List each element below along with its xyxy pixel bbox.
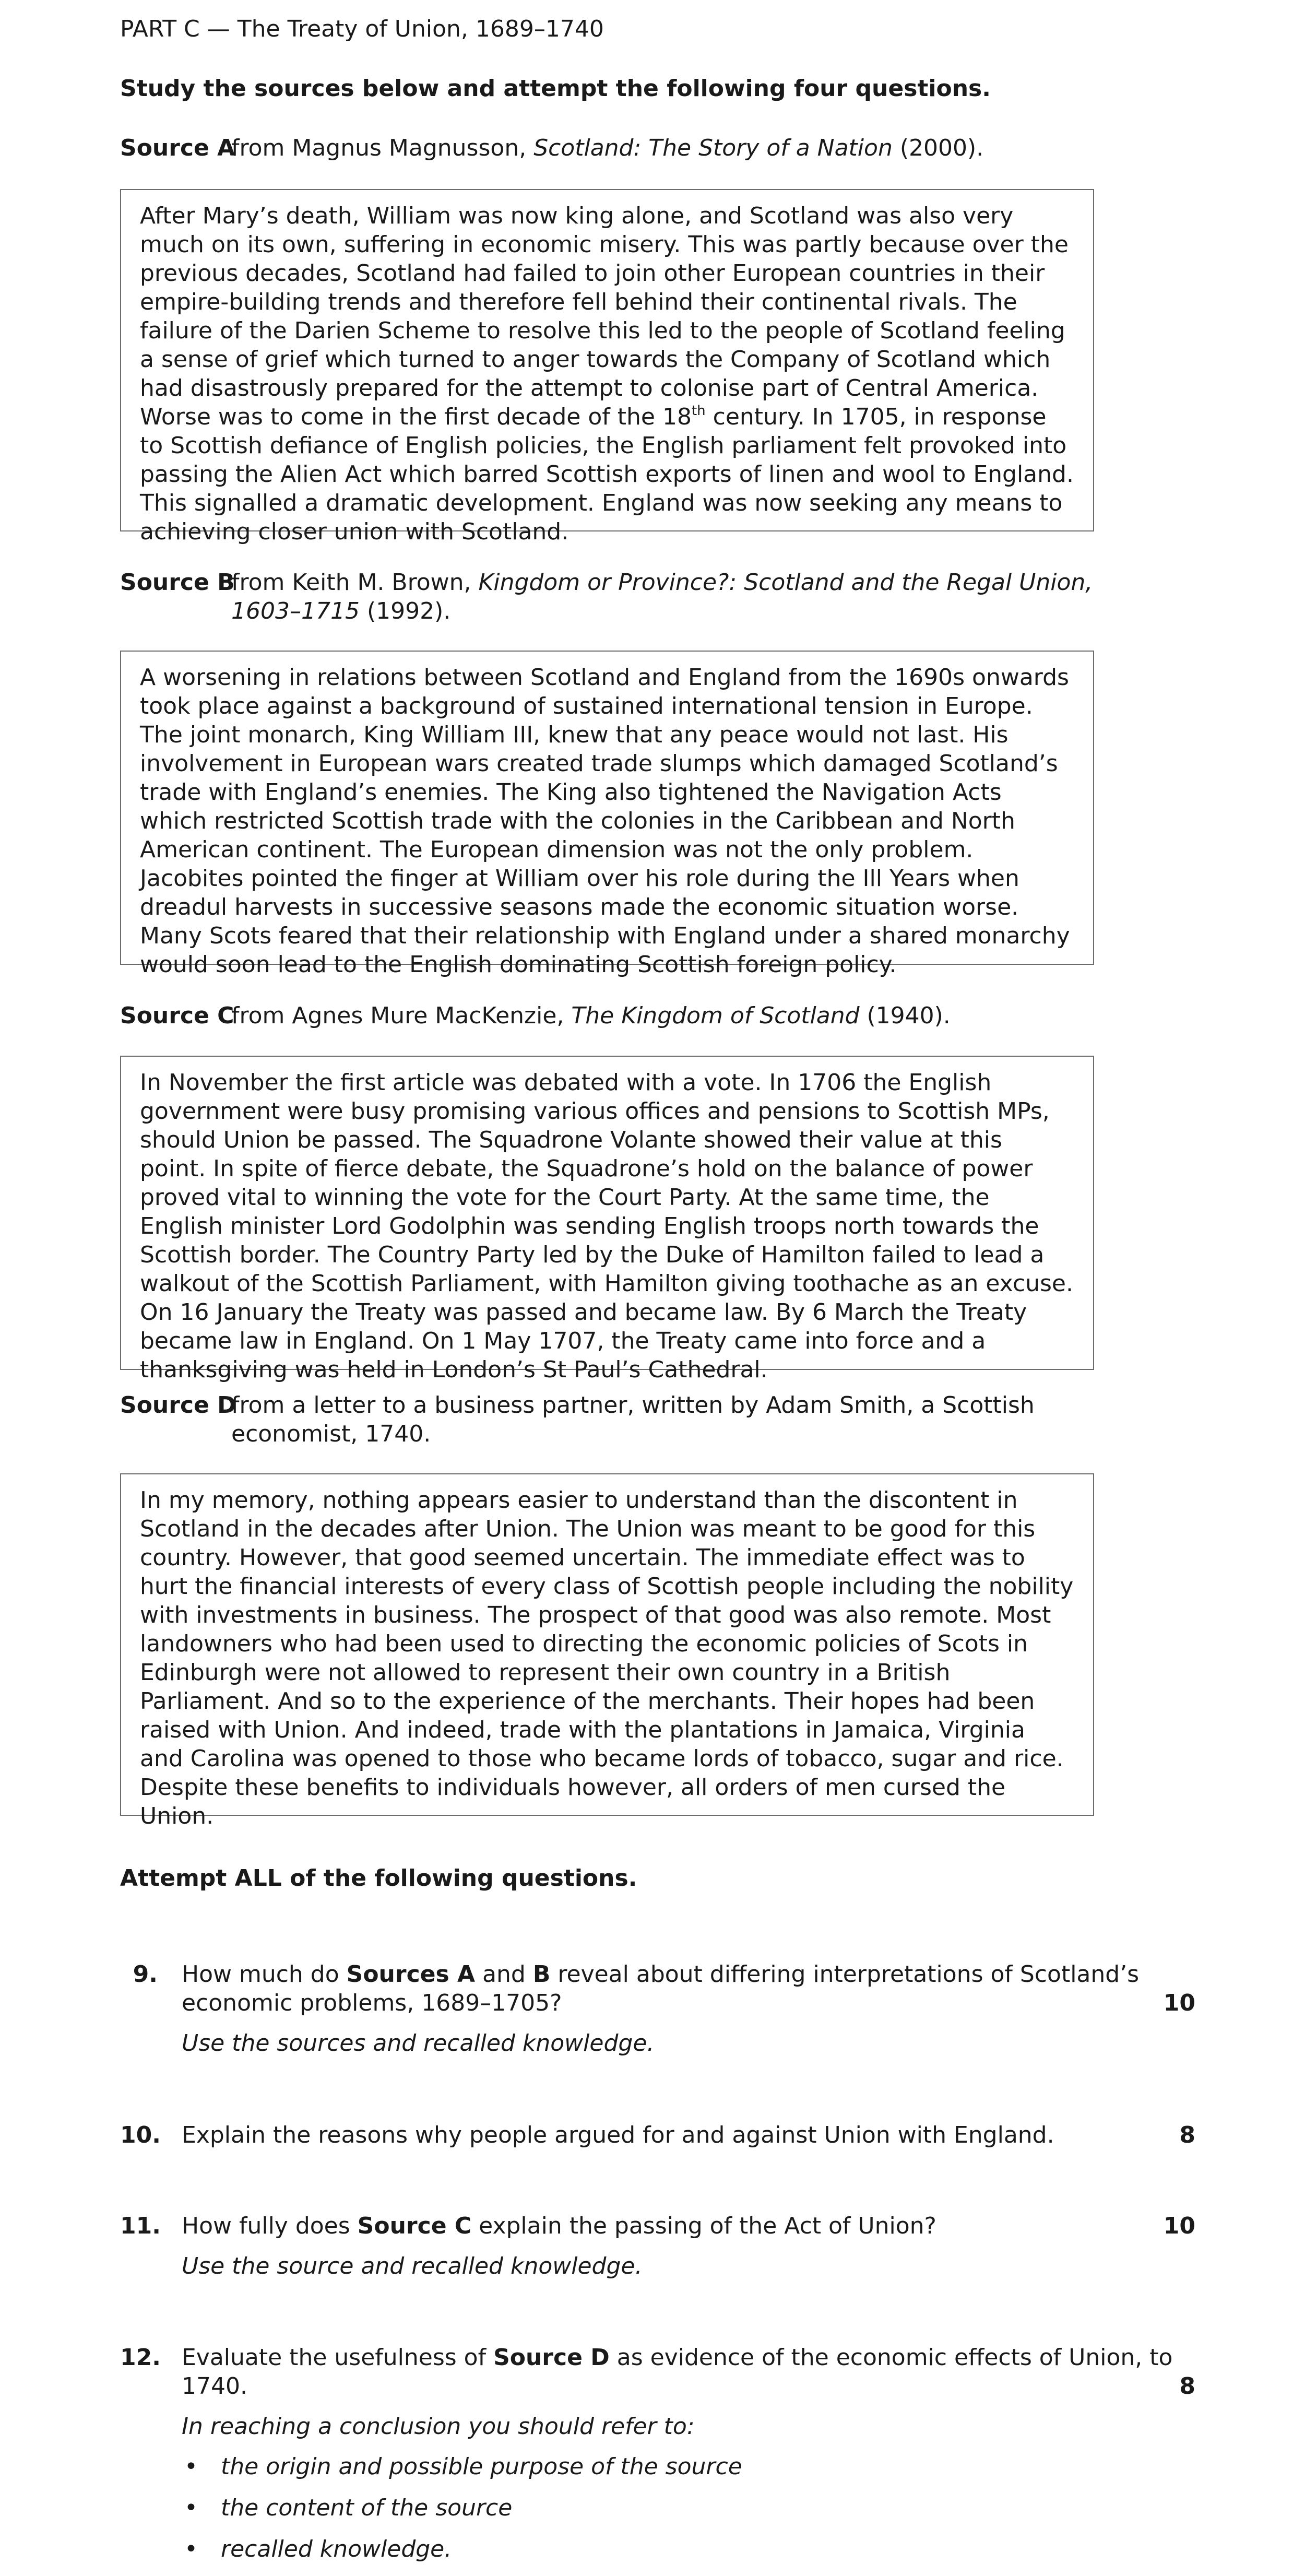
question-9-number: 9. — [133, 1961, 158, 1988]
question-10-text: Explain the reasons why people argued for and against Union with England. — [182, 2122, 1054, 2148]
question-9-marks: 10 — [1163, 1990, 1195, 2016]
question-12-body — [182, 2343, 1173, 2576]
question-11-text — [182, 2212, 1215, 2240]
q11-text-pre: How fully does — [182, 2213, 358, 2239]
q11-source-c: Source C — [357, 2213, 472, 2239]
bullet-icon: • — [184, 2495, 198, 2521]
criteria-item-text: the content of the source — [221, 2495, 513, 2521]
question-10-number: 10. — [120, 2122, 161, 2148]
question-11-marks: 10 — [1163, 2213, 1195, 2239]
question-12-number: 12. — [120, 2344, 161, 2371]
source-b-reference — [231, 568, 1101, 625]
question-10-marks: 8 — [1179, 2122, 1195, 2148]
question-11-body — [182, 2212, 1215, 2280]
q9-text-post: reveal about differing interpretations of Scotland’s economic problems, 1689–1705? — [182, 1961, 1140, 2016]
question-9-text — [182, 1960, 1173, 2017]
question-11-number: 11. — [120, 2213, 161, 2239]
question-12-criteria-list — [182, 2452, 1173, 2563]
source-a-text-part1: After Mary’s death, William was now king alone, and Scotland was also very much on its own, suffering in economic misery. This was partly because over the previous decades, Scotland had failed to join other European countries in their empire-building trends and therefore fell behind their continental rivals. The failure of the Darien Scheme to resolve this led to the people of Scotland feeling a sense of grief which turned to anger towards the Company of Scotland which had disastrously prepared for the attempt to colonise part of Central America. Worse was to come in the first decade of the 18 — [140, 203, 1069, 430]
source-b-ref-author: from Keith M. Brown, — [231, 569, 479, 596]
q11-text-post: explain the passing of the Act of Union? — [471, 2213, 936, 2239]
question-12-guidance: In reaching a conclusion you should refer to: — [182, 2413, 695, 2440]
criteria-item — [182, 2494, 1173, 2522]
q9-source-b: B — [532, 1961, 551, 1988]
q12-source-d: Source D — [493, 2344, 610, 2371]
source-b-box — [120, 651, 1094, 978]
criteria-item — [182, 2452, 1173, 2481]
question-12-text — [182, 2343, 1173, 2401]
source-c-box — [120, 1056, 1094, 1383]
source-c-ref-title: The Kingdom of Scotland — [571, 1002, 860, 1029]
q9-text-pre: How much do — [182, 1961, 347, 1988]
q9-source-a: Sources A — [346, 1961, 476, 1988]
source-d-reference: from a letter to a business partner, written by Adam Smith, a Scottish economist, 1740. — [231, 1392, 1035, 1447]
source-a-text — [140, 202, 1074, 546]
source-a-ref-author: from Magnus Magnusson, — [231, 135, 534, 161]
source-d-box — [120, 1473, 1094, 1829]
q12-text-post: as evidence of the economic effects of Union, to 1740. — [182, 2344, 1173, 2400]
q12-text-pre: Evaluate the usefulness of — [182, 2344, 494, 2371]
source-c-label: Source C — [120, 1002, 234, 1029]
source-c-ref-year: (1940). — [859, 1002, 951, 1029]
source-c-reference — [231, 1001, 1101, 1030]
question-11-guidance: Use the source and recalled knowledge. — [182, 2253, 643, 2279]
bullet-icon: • — [184, 2536, 198, 2562]
attempt-all-heading: Attempt ALL of the following questions. — [120, 1865, 637, 1892]
source-c-ref-author: from Agnes Mure MacKenzie, — [231, 1002, 572, 1029]
source-b-text: A worsening in relations between Scotland and England from the 1690s onwards took place against a background of sustained international tension in Europe. The joint monarch, King William III, knew that any peace would not last. His involvement in European wars created trade slumps which damaged Scotland’s trade with England’s enemies. The King also tightened the Navigation Acts which restricted Scottish trade with the colonies in the Caribbean and North American continent. The European dimension was not the only problem. Jacobites pointed the finger at William over his role during the Ill Years when dreadul harvests in successive seasons made the economic situation worse. Many Scots feared that their relationship with England under a shared monarchy would soon lead to the English dominating Scottish foreign policy. — [140, 664, 1070, 978]
instruction: Study the sources below and attempt the following four questions. — [120, 75, 991, 102]
q9-text-mid: and — [475, 1961, 533, 1988]
source-a-ref-title: Scotland: The Story of a Nation — [533, 135, 893, 161]
source-b-label: Source B — [120, 569, 235, 596]
source-a-label: Source A — [120, 135, 235, 161]
source-a-box — [120, 189, 1094, 545]
source-a-reference — [231, 134, 1101, 162]
source-b-ref-year: (1992). — [359, 598, 451, 624]
source-a-text-part2: century. In 1705, in response to Scottish defiance of English policies, the English parliament felt provoked into passing the Alien Act which barred Scottish exports of linen and wool to England. This signalled a dramatic development. England was now seeking any means to achieving closer union with Scotland. — [140, 404, 1074, 545]
question-12-marks: 8 — [1179, 2373, 1195, 2400]
criteria-item — [182, 2535, 1173, 2563]
part-title: PART C — The Treaty of Union, 1689–1740 — [120, 16, 604, 42]
question-9-guidance: Use the sources and recalled knowledge. — [182, 2030, 655, 2057]
source-a-superscript: th — [691, 403, 706, 419]
source-d-label: Source D — [120, 1392, 236, 1419]
bullet-icon: • — [184, 2453, 198, 2480]
question-10-body — [182, 2121, 1215, 2149]
source-c-text: In November the first article was debated with a vote. In 1706 the English government were busy promising various offices and pensions to Scottish MPs, should Union be passed. The Squadrone Volante showed their value at this point. In spite of fierce debate, the Squadrone’s hold on the balance of power proved vital to winning the vote for the Court Party. At the same time, the English minister Lord Godolphin was sending English troops north towards the Scottish border. The Country Party led by the Duke of Hamilton failed to lead a walkout of the Scottish Parliament, with Hamilton giving toothache as an excuse. On 16 January the Treaty was passed and became law. By 6 March the Treaty became law in England. On 1 May 1707, the Treaty came into force and a thanksgiving was held in London’s St Paul’s Cathedral. — [140, 1069, 1073, 1383]
criteria-item-text: recalled knowledge. — [221, 2536, 452, 2562]
criteria-item-text: the origin and possible purpose of the source — [221, 2453, 742, 2480]
source-a-ref-year: (2000). — [892, 135, 984, 161]
source-d-text: In my memory, nothing appears easier to understand than the discontent in Scotland in the decades after Union. The Union was meant to be good for this country. However, that good seemed uncertain. The immediate effect was to hurt the financial interests of every class of Scottish people including the nobility with investments in business. The prospect of that good was also remote. Most landowners who had been used to directing the economic policies of Scots in Edinburgh were not allowed to represent their own country in a British Parliament. And so to the experience of the merchants. Their hopes had been raised with Union. And indeed, trade with the plantations in Jamaica, Virginia and Carolina was opened to those who became lords of tobacco, sugar and rice. Despite these benefits to individuals however, all orders of men cursed the Union. — [140, 1487, 1074, 1829]
source-b-ref-title: Kingdom or Province?: Scotland and the Regal Union, 1603–1715 — [231, 569, 1093, 624]
question-9-body — [182, 1960, 1173, 2058]
